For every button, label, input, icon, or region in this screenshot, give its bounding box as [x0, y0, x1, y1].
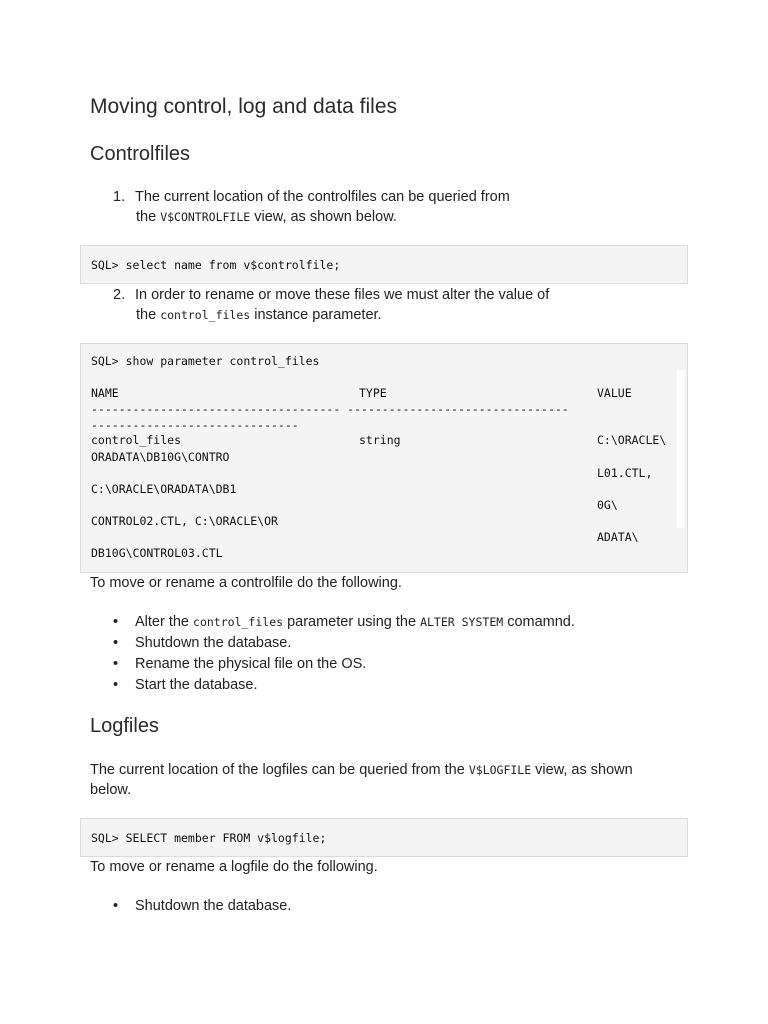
step-2-line2-post: instance parameter. [250, 307, 382, 323]
step-1-line2 [135, 209, 397, 225]
inline-code: V$LOGFILE [468, 763, 532, 777]
page-title: Moving control, log and data files [90, 95, 398, 118]
col-header-type: TYPE [359, 386, 387, 400]
step-2-text [135, 285, 549, 325]
code-block-show-parameter [80, 343, 688, 573]
separator-line: ------------------------------------ -------------------------------- [91, 402, 569, 416]
wrap-line: ADATA\ [597, 530, 639, 544]
section-heading-controlfiles: Controlfiles [90, 143, 191, 165]
code-block-logfile-query [80, 818, 688, 857]
inline-code: control_files [193, 615, 284, 629]
wrap-line: CONTROL02.CTL, C:\ORACLE\OR [91, 514, 278, 528]
wrap-line: L01.CTL, [597, 466, 653, 480]
step-2-line2-pre: the [136, 307, 161, 323]
step-number: 2. [113, 287, 126, 303]
wrap-line: 0G\ [597, 498, 618, 512]
row-type: string [359, 433, 401, 447]
list-item: • Shutdown the database. [113, 896, 291, 917]
inline-code: ALTER SYSTEM [420, 615, 504, 629]
inline-code: V$CONTROLFILE [160, 210, 251, 224]
section-heading-logfiles: Logfiles [90, 715, 159, 737]
logfile-steps-list [113, 896, 291, 917]
row-value: C:\ORACLE\ [597, 433, 667, 447]
separator-line: ------------------------------ [91, 418, 299, 432]
step-1-text [135, 187, 510, 227]
logfiles-intro-pre: The current location of the logfiles can be queried from the [90, 762, 469, 778]
list-item: • Start the database. [113, 675, 575, 696]
code-block-controlfile-query [80, 245, 688, 284]
list-item-text: Alter the [135, 614, 194, 630]
col-header-name: NAME [91, 386, 119, 400]
wrap-line: ORADATA\DB10G\CONTRO [91, 450, 230, 464]
logfiles-intro [90, 760, 633, 800]
step-1-line1: The current location of the controlfiles can be queried from [135, 189, 510, 205]
list-item: • Shutdown the database. [113, 633, 575, 654]
step-2-line2 [135, 307, 382, 323]
logfiles-intro-line2: below. [90, 782, 132, 798]
list-item-text: comamnd. [503, 614, 575, 630]
code-scroll-strip [677, 370, 685, 528]
controlfile-howto: To move or rename a controlfile do the following. [90, 575, 402, 591]
code-line: SQL> select name from v$controlfile; [91, 258, 341, 272]
col-header-value: VALUE [597, 386, 632, 400]
wrap-line: C:\ORACLE\ORADATA\DB1 [91, 482, 237, 496]
logfile-howto: To move or rename a logfile do the following. [90, 859, 378, 875]
step-1-line2-post: view, as shown below. [250, 209, 397, 225]
row-name: control_files [91, 433, 182, 447]
controlfile-steps-list [113, 612, 575, 696]
step-2-line1: In order to rename or move these files we must alter the value of [135, 287, 550, 303]
logfiles-intro-post: view, as shown [531, 762, 633, 778]
inline-code: control_files [160, 308, 251, 322]
step-number: 1. [113, 189, 126, 205]
list-item-text: parameter using the [283, 614, 421, 630]
step-1-line2-pre: the [136, 209, 161, 225]
wrap-line: DB10G\CONTROL03.CTL [91, 546, 223, 560]
list-item: • Rename the physical file on the OS. [113, 654, 575, 675]
list-item [113, 612, 575, 633]
code-command: SQL> show parameter control_files [91, 354, 320, 368]
code-line: SQL> SELECT member FROM v$logfile; [91, 831, 327, 845]
